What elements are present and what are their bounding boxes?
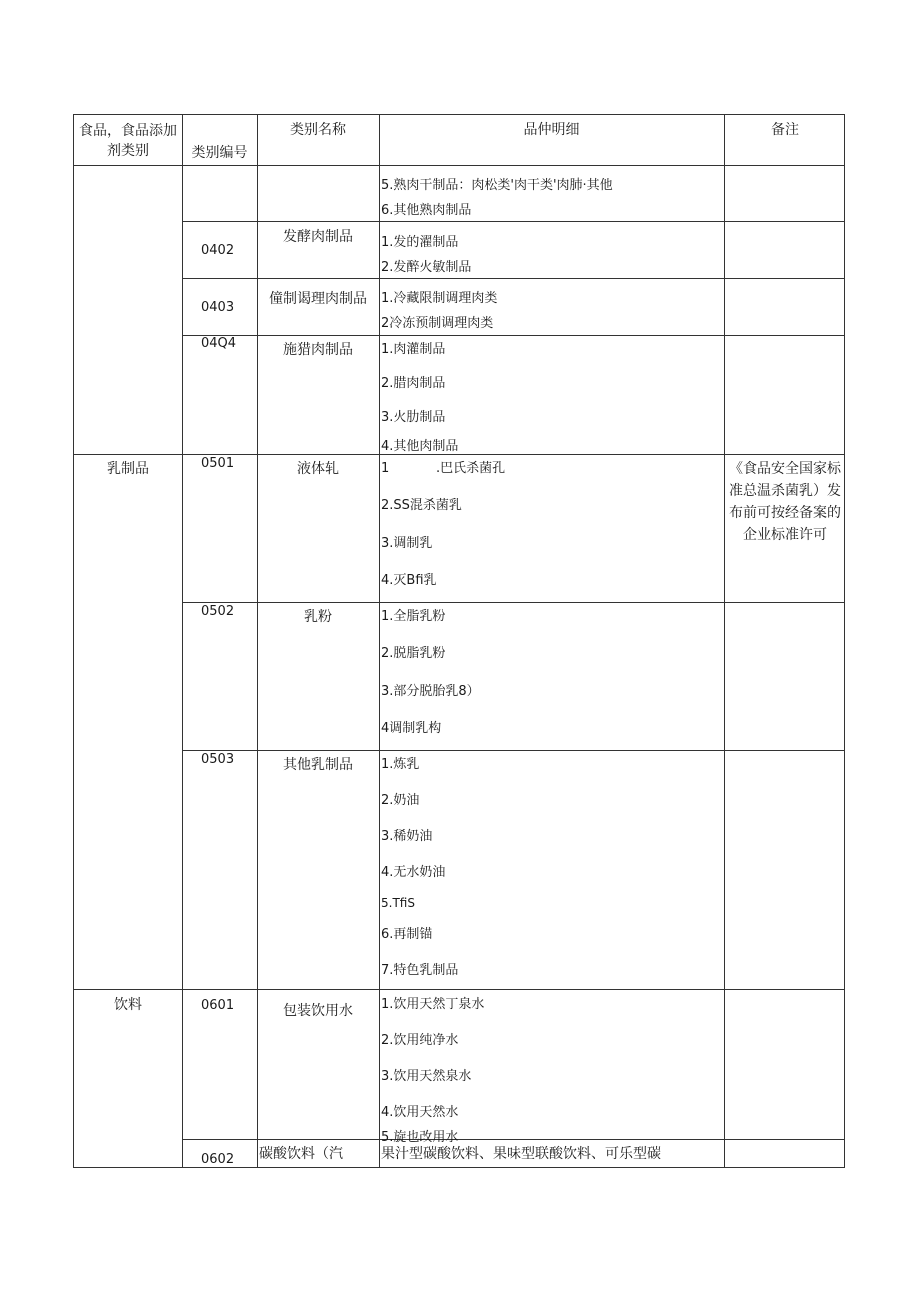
column-divider <box>182 115 183 1167</box>
item-text: 6.再制锚 <box>381 927 433 942</box>
category-name: 僮制谒理肉制品 <box>269 291 367 307</box>
item-text: 4调制乳构 <box>381 721 442 736</box>
item-text: 1.冷藏限制调理肉类 <box>381 291 498 306</box>
category-code: 0601 <box>201 998 235 1013</box>
row-divider <box>182 1139 844 1140</box>
item-text: 1.饮用天然丁泉水 <box>381 997 485 1012</box>
food-category: 乳制品 <box>107 461 149 477</box>
clipped-item <box>381 1130 721 1145</box>
item-text: 2.腊肉制品 <box>381 376 446 391</box>
item-text: 5.旋也改用水 <box>381 1130 459 1145</box>
item-text: 3.调制乳 <box>381 536 433 551</box>
item-text: 6.其他熟肉制品 <box>381 203 472 218</box>
remark-line: 企业标准许可 <box>743 527 827 543</box>
header-category-line1: 食品，食品添加 <box>79 123 177 139</box>
row-divider <box>74 989 844 990</box>
item-text: 3.部分脱胎乳8） <box>381 684 480 699</box>
item-text: 1.全脂乳粉 <box>381 609 446 624</box>
row-divider <box>182 335 844 336</box>
category-name: 碳酸饮料（汽 <box>259 1146 343 1162</box>
item-text: 7.特色乳制品 <box>381 963 459 978</box>
item-text: 2.SS混杀菌乳 <box>381 498 462 513</box>
row-divider <box>182 750 844 751</box>
item-text: 2.饮用纯净水 <box>381 1033 459 1048</box>
category-name: 其他乳制品 <box>283 757 353 773</box>
remark-line: 准总温杀菌乳）发 <box>729 483 841 499</box>
category-code: 04Q4 <box>201 336 237 351</box>
category-name: 施猎肉制品 <box>283 342 353 358</box>
food-category: 饮料 <box>114 997 142 1013</box>
category-code: 0502 <box>201 604 235 619</box>
food-category-table <box>73 114 845 1168</box>
item-text: 2.脱脂乳粉 <box>381 646 446 661</box>
item-text: 1.发的濯制品 <box>381 235 459 250</box>
category-code: 0403 <box>201 300 235 315</box>
category-code: 0503 <box>201 752 235 767</box>
category-name: 发酵肉制品 <box>283 229 353 245</box>
category-code: 0501 <box>201 456 235 471</box>
item-text: 4.饮用天然水 <box>381 1105 459 1120</box>
category-code: 0402 <box>201 243 235 258</box>
item-text: .巴氏杀菌孔 <box>436 461 506 476</box>
header-details: 品仲明细 <box>523 122 580 138</box>
column-divider <box>379 115 380 1167</box>
column-divider <box>724 115 725 1167</box>
row-divider <box>182 221 844 222</box>
category-name: 液体轧 <box>297 461 339 477</box>
item-text: 3.火肋制品 <box>381 410 446 425</box>
item-text: 2.奶油 <box>381 793 420 808</box>
category-name: 包装饮用水 <box>283 1003 353 1019</box>
remark-line: 《食品安全国家标 <box>729 461 841 477</box>
item-text: 2.发醉火敏制品 <box>381 260 472 275</box>
item-text: 4.无水奶油 <box>381 865 446 880</box>
item-text: 5.熟肉干制品：肉松类'肉干类'肉肺·其他 <box>381 178 613 193</box>
item-text: 2冷冻预制调理肉类 <box>381 316 494 331</box>
remark-note <box>724 461 846 543</box>
row-divider <box>74 165 844 166</box>
category-code: 0602 <box>201 1152 235 1167</box>
item-text: 1.肉灌制品 <box>381 342 446 357</box>
item-text: 4.其他肉制品 <box>381 439 459 454</box>
remark-line: 布前可按经备案的 <box>729 505 841 521</box>
header-category-line2: 剂类别 <box>107 143 149 159</box>
header-notes: 备注 <box>771 122 799 138</box>
header-category <box>74 123 182 159</box>
item-text: 5.TfiS <box>381 896 415 910</box>
header-code: 类别编号 <box>191 145 248 161</box>
item-text: 果汁型碳酸饮料、果味型联酸饮料、可乐型碳 <box>381 1146 661 1162</box>
row-divider <box>74 454 844 455</box>
item-text: 4.灭Bfi乳 <box>381 573 437 588</box>
row-divider <box>182 278 844 279</box>
item-text: 1.炼乳 <box>381 757 420 772</box>
item-text: 1 <box>381 461 390 476</box>
item-text: 3.饮用天然泉水 <box>381 1069 472 1084</box>
item-text: 3.稀奶油 <box>381 829 433 844</box>
row-divider <box>182 602 844 603</box>
category-name: 乳粉 <box>304 609 332 625</box>
header-name: 类别名称 <box>290 122 346 138</box>
